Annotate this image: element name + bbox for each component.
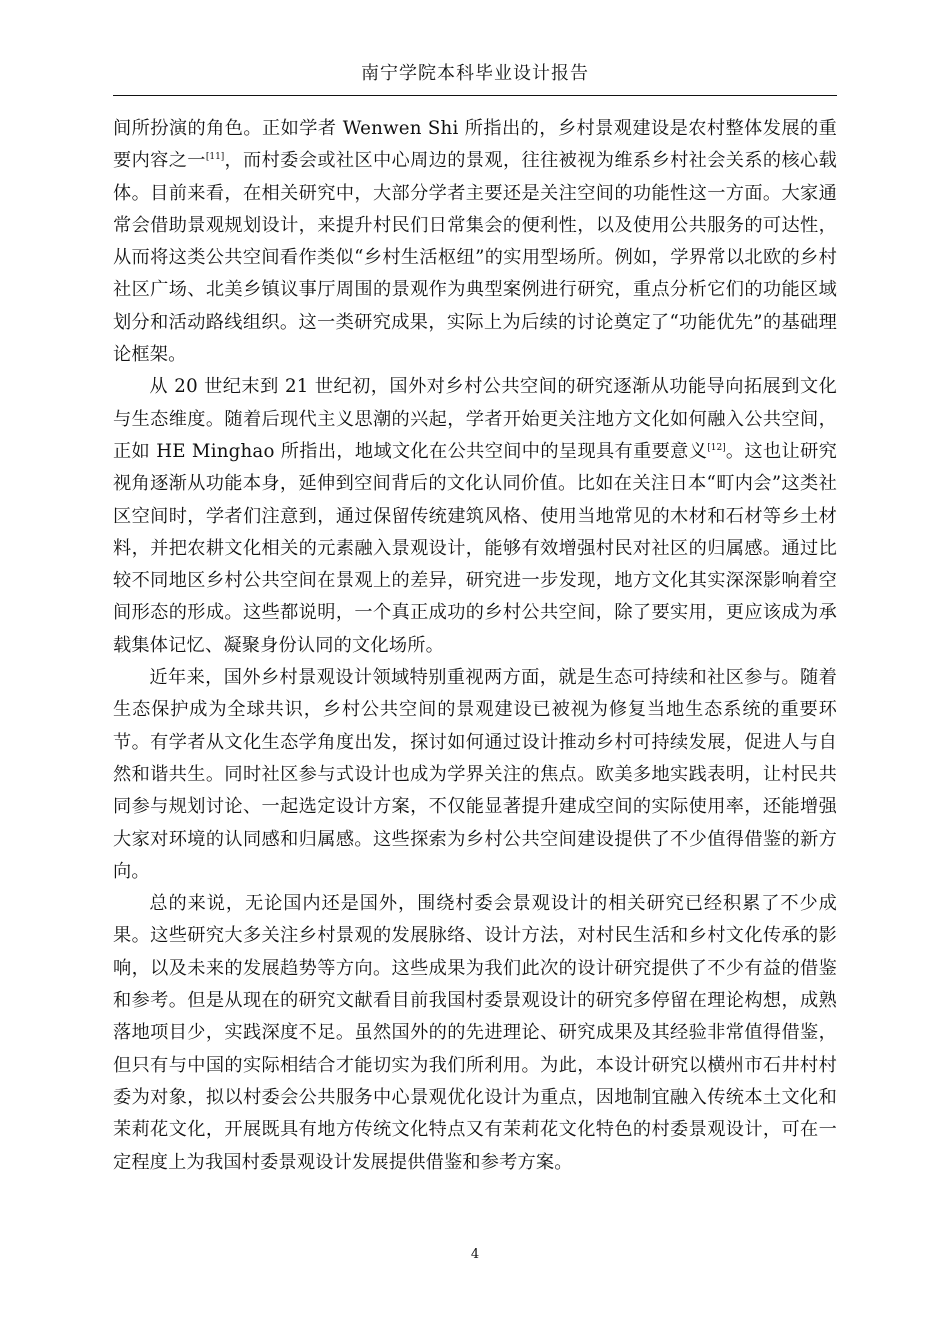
page-number: 4 <box>470 1247 480 1262</box>
paragraph-3: 近年来，国外乡村景观设计领域特别重视两方面，就是生态可持续和社区参与。随着生态保护成为全球共识，乡村公共空间的景观建设已被视为修复当地生态系统的重要环节。有学者从文化生态学角度出发，探讨如何通过设计推动乡村可持续发展，促进人与自然和谐共生。同时社区参与式设计也成为学界关注的焦点。欧美多地实践表明，让村民共同参与规划讨论、一起选定设计方案，不仅能显著提升建成空间的实际使用率，还能增强大家对环境的认同感和归属感。这些探索为乡村公共空间建设提供了不少值得借鉴的新方向。 <box>113 667 837 882</box>
citation-11: [11] <box>205 152 225 163</box>
paragraph-2-text-b: 。这也让研究视角逐渐从功能本身，延伸到空间背后的文化认同价值。比如在关注日本“町内会”这类社区空间时，学者们注意到，通过保留传统建筑风格、使用当地常见的木材和石材等乡土材料，并把农耕文化相关的元素融入景观设计，能够有效增强村民对社区的归属感。通过比较不同地区乡村公共空间在景观上的差异，研究进一步发现，地方文化其实深深影响着空间形态的形成。这些都说明，一个真正成功的乡村公共空间，除了要实用，更应该成为承载集体记忆、凝聚身份认同的文化场所。 <box>113 440 837 656</box>
paragraph-2-text-a: 从 20 世纪末到 21 世纪初，国外对乡村公共空间的研究逐渐从功能导向拓展到文化与生态维度。随着后现代主义思潮的兴起，学者开始更关注地方文化如何融入公共空间，正如 HE Minghao 所指出，地域文化在公共空间中的呈现具有重要意义 <box>113 376 837 462</box>
paragraph-4: 总的来说，无论国内还是国外，围绕村委会景观设计的相关研究已经积累了不少成果。这些研究大多关注乡村景观的发展脉络、设计方法，对村民生活和乡村文化传承的影响，以及未来的发展趋势等方向。这些成果为我们此次的设计研究提供了不少有益的借鉴和参考。但是从现在的研究文献看目前我国村委景观设计的研究多停留在理论构想，成熟落地项目少，实践深度不足。虽然国外的的先进理论、研究成果及其经验非常值得借鉴，但只有与中国的实际相结合才能切实为我们所利用。为此，本设计研究以横州市石井村村委为对象，拟以村委会公共服务中心景观优化设计为重点，因地制宜融入传统本土文化和茉莉花文化，开展既具有地方传统文化特点又有茉莉花文化特色的村委景观设计，可在一定程度上为我国村委景观设计发展提供借鉴和参考方案。 <box>113 893 837 1173</box>
paragraph-1-text-b: ，而村委会或社区中心周边的景观，往往被视为维系乡村社会关系的核心载体。目前来看，在相关研究中，大部分学者主要还是关注空间的功能性这一方面。大家通常会借助景观规划设计，来提升村民们日常集会的便利性，以及使用公共服务的可达性，从而将这类公共空间看作类似“乡村生活枢纽”的实用型场所。例如，学界常以北欧的乡村社区广场、北美乡镇议事厅周围的景观作为典型案例进行研究，重点分析它们的功能区域划分和活动路线组织。这一类研究成果，实际上为后续的讨论奠定了“功能优先”的基础理论框架。 <box>113 150 837 366</box>
running-header: 南宁学院本科毕业设计报告 <box>361 63 589 84</box>
paragraph-1-text-a: 间所扮演的角色。正如学者 Wenwen Shi 所指出的，乡村景观建设是农村整体发展的重要内容之一 <box>113 118 837 172</box>
body-text <box>113 113 837 1179</box>
paragraph-1 <box>113 113 837 371</box>
paragraph-2 <box>113 371 837 662</box>
citation-12: [12] <box>707 442 726 453</box>
header-divider <box>113 95 837 96</box>
